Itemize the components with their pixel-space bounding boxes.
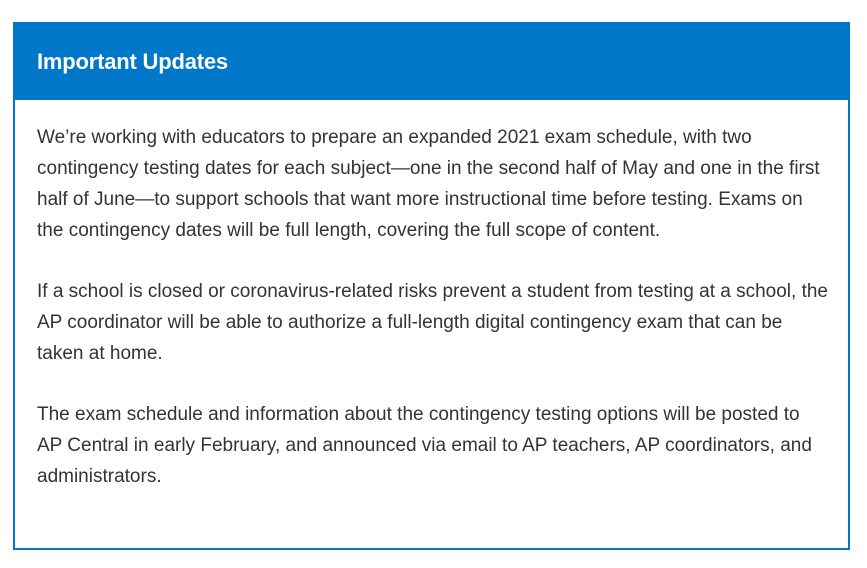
updates-header <box>15 24 848 100</box>
update-paragraph-home-exam: If a school is closed or coronavirus-related risks prevent a student from testing at a school, the AP coordinator will be able to authorize a full-length digital contingency exam that can be taken at home. <box>37 281 828 364</box>
update-paragraph-schedule: We’re working with educators to prepare an expanded 2021 exam schedule, with two contingency testing dates for each subject—one in the second half of May and one in the first half of June—to support schools that want more instructional time before testing. Exams on the contingency dates will be full length, covering the full scope of content. <box>37 127 820 241</box>
important-updates-box <box>13 22 850 550</box>
update-paragraph-announcement: The exam schedule and information about the contingency testing options will be posted to AP Central in early February, and announced via email to AP teachers, AP coordinators, and administrators. <box>37 404 812 487</box>
updates-title: Important Updates <box>37 49 228 74</box>
updates-body <box>15 100 848 492</box>
